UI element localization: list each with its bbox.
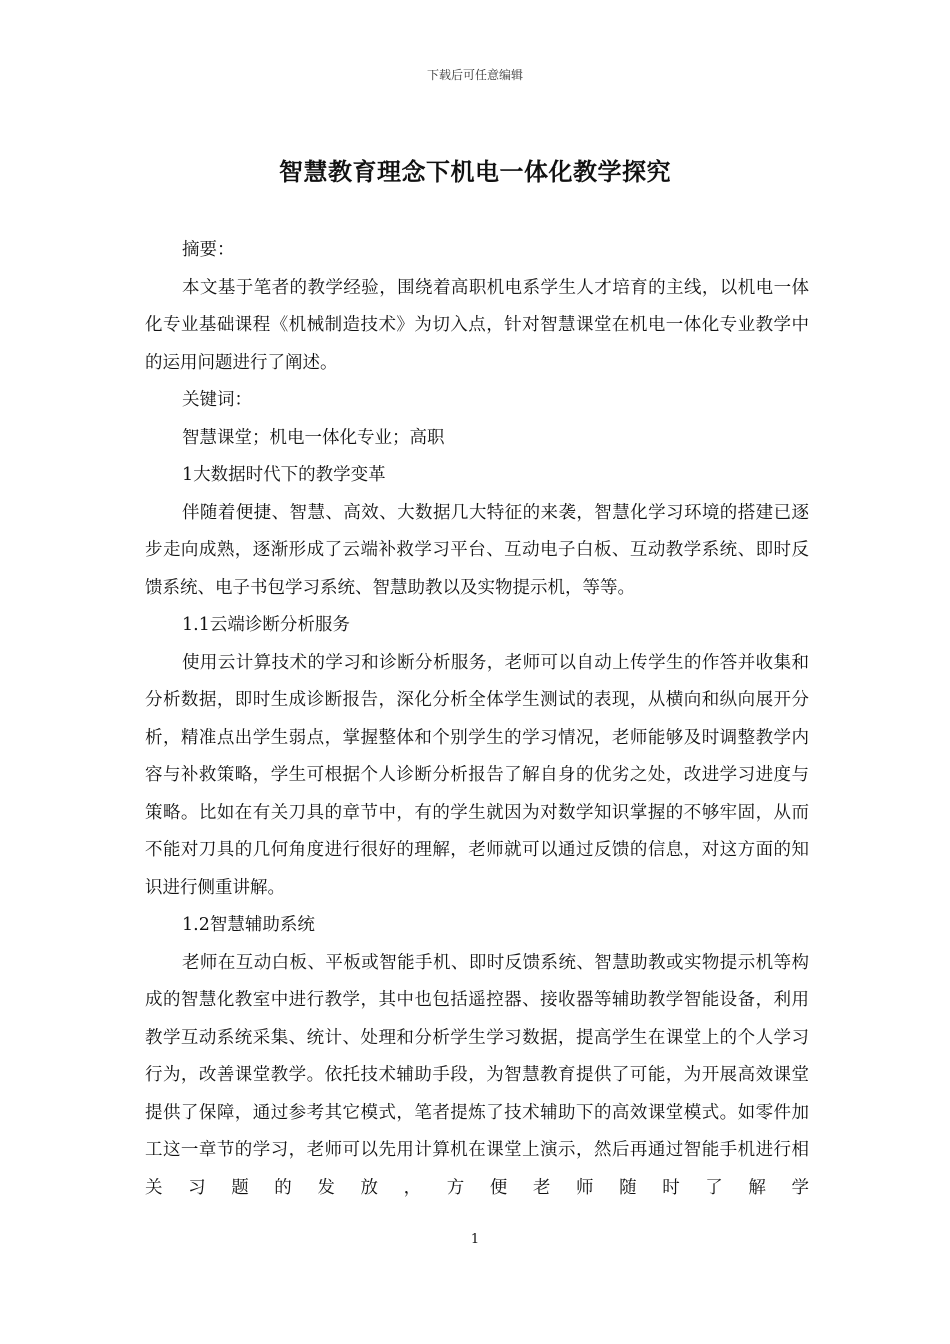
section-1-1-paragraph: 使用云计算技术的学习和诊断分析服务，老师可以自动上传学生的作答并收集和分析数据，即时生成诊断报告，深化分析全体学生测试的表现，从横向和纵向展开分析，精准点出学生弱点，掌握整体和个别学生的学习情况，老师能够及时调整教学内容与补救策略，学生可根据个人诊断分析报告了解自身的优劣之处，改进学习进度与策略。比如在有关刀具的章节中，有的学生就因为对数学知识掌握的不够牢固，从而不能对刀具的几何角度进行很好的理解，老师就可以通过反馈的信息，对这方面的知识进行侧重讲解。: [145, 652, 809, 898]
document-body: [145, 232, 809, 1207]
document-title: 智慧教育理念下机电一体化教学探究: [279, 157, 671, 186]
section-1-paragraph: 伴随着便捷、智慧、高效、大数据几大特征的来袭，智慧化学习环境的搭建已逐步走向成熟，逐渐形成了云端补救学习平台、互动电子白板、互动教学系统、即时反馈系统、电子书包学习系统、智慧助教以及实物提示机，等等。: [145, 502, 809, 598]
page-number: 1: [470, 1232, 480, 1247]
page-header: 下载后可任意编辑: [426, 68, 523, 82]
keywords-paragraph: 智慧课堂；机电一体化专业；高职: [182, 427, 445, 448]
abstract-label: 摘要：: [182, 240, 235, 260]
abstract-paragraph: 本文基于笔者的教学经验，围绕着高职机电系学生人才培育的主线，以机电一体化专业基础课程《机械制造技术》为切入点，针对智慧课堂在机电一体化专业教学中的运用问题进行了阐述。: [145, 277, 809, 373]
section-1-2-paragraph: 老师在互动白板、平板或智能手机、即时反馈系统、智慧助教或实物提示机等构成的智慧化教室中进行教学，其中也包括遥控器、接收器等辅助教学智能设备，利用教学互动系统采集、统计、处理和分析学生学习数据，提高学生在课堂上的个人学习行为，改善课堂教学。依托技术辅助手段，为智慧教育提供了可能，为开展高效课堂提供了保障，通过参考其它模式，笔者提炼了技术辅助下的高效课堂模式。如零件加工这一章节的学习，老师可以先用计算机在课堂上演示，然后再通过智能手机进行相关习题的发放，方便老师随时了解学: [145, 952, 809, 1198]
section-1-1-heading: 1.1云端诊断分析服务: [182, 615, 350, 635]
section-1-heading: 1大数据时代下的教学变革: [182, 465, 386, 485]
keywords-label: 关键词：: [182, 390, 252, 410]
section-1-2-heading: 1.2智慧辅助系统: [182, 915, 315, 935]
